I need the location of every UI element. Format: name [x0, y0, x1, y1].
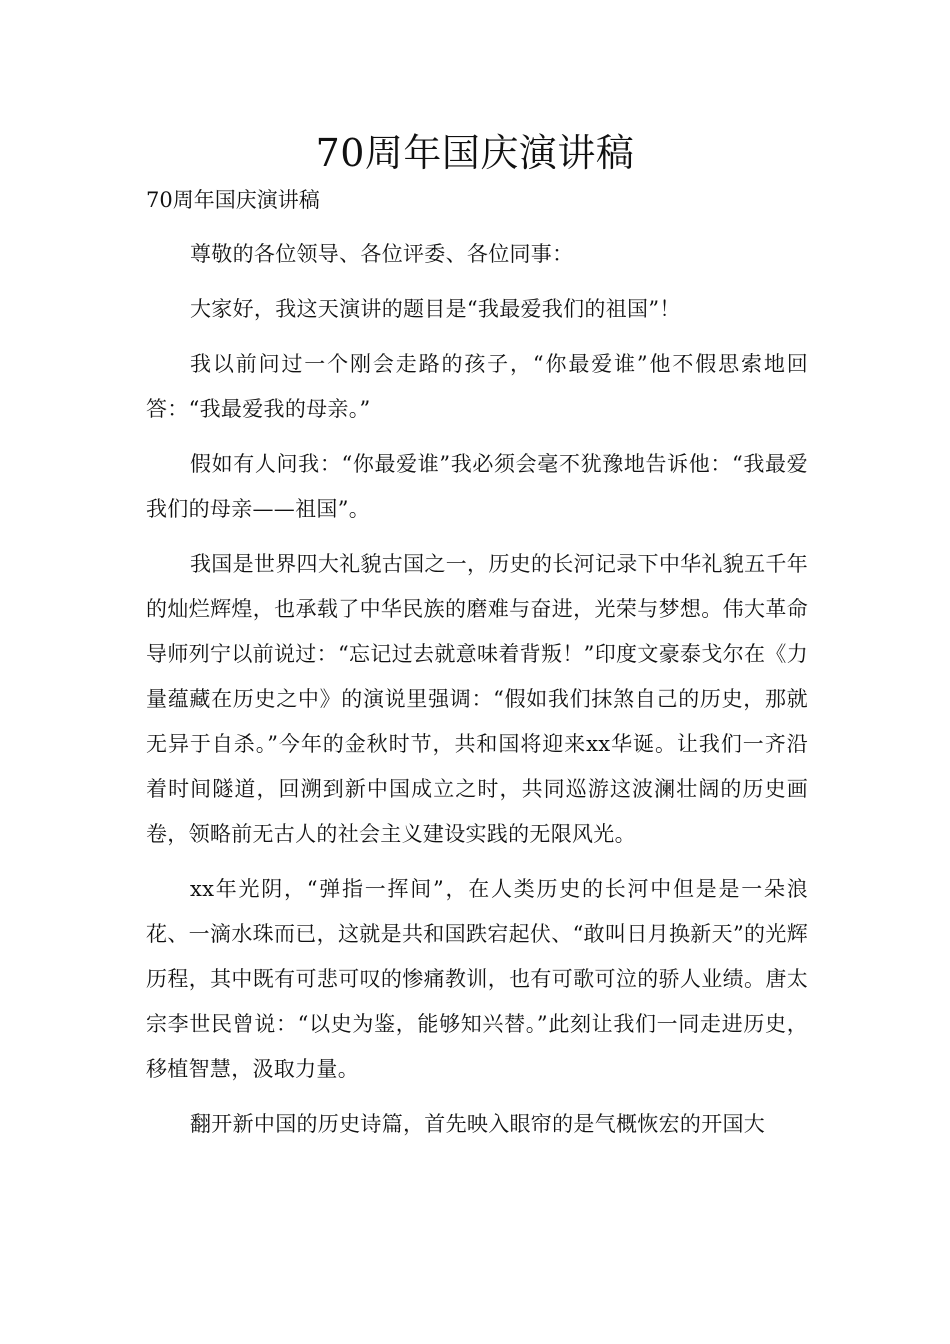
paragraph-years: xx年光阴，“弹指一挥间”，在人类历史的长河中但是是一朵浪花、一滴水珠而已，这就是共和国跌宕起伏、“敢叫日月换新天”的光辉历程，其中既有可悲可叹的惨痛教训，也有可歌可泣的骄人业绩。唐太宗李世民曾说：“以史为鉴，能够知兴替。”此刻让我们一同走进历史，移植智慧，汲取力量。 — [146, 877, 808, 1081]
paragraph-greeting: 大家好，我这天演讲的题目是“我最爱我们的祖国”！ — [190, 297, 681, 321]
paragraph-salutation: 尊敬的各位领导、各位评委、各位同事： — [190, 242, 574, 266]
paragraph-child-question: 我以前问过一个刚会走路的孩子，“你最爱谁”他不假思索地回答：“我最爱我的母亲。” — [146, 352, 808, 421]
paragraph-my-answer: 假如有人问我：“你最爱谁”我必须会毫不犹豫地告诉他：“我最爱我们的母亲——祖国”。 — [146, 452, 808, 521]
document-title: 70周年国庆演讲稿 — [315, 131, 635, 175]
document-body — [146, 232, 808, 1147]
document-subtitle: 70周年国庆演讲稿 — [146, 188, 320, 212]
paragraph-founding: 翻开新中国的历史诗篇，首先映入眼帘的是气概恢宏的开国大 — [190, 1112, 766, 1136]
paragraph-history: 我国是世界四大礼貌古国之一，历史的长河记录下中华礼貌五千年的灿烂辉煌，也承载了中华民族的磨难与奋进，光荣与梦想。伟大革命导师列宁以前说过：“忘记过去就意味着背叛！”印度文豪泰戈尔在《力量蕴藏在历史之中》的演说里强调：“假如我们抹煞自己的历史，那就无异于自杀。”今年的金秋时节，共和国将迎来xx华诞。让我们一齐沿着时间隧道，回溯到新中国成立之时，共同巡游这波澜壮阔的历史画卷，领略前无古人的社会主义建设实践的无限风光。 — [146, 552, 808, 846]
